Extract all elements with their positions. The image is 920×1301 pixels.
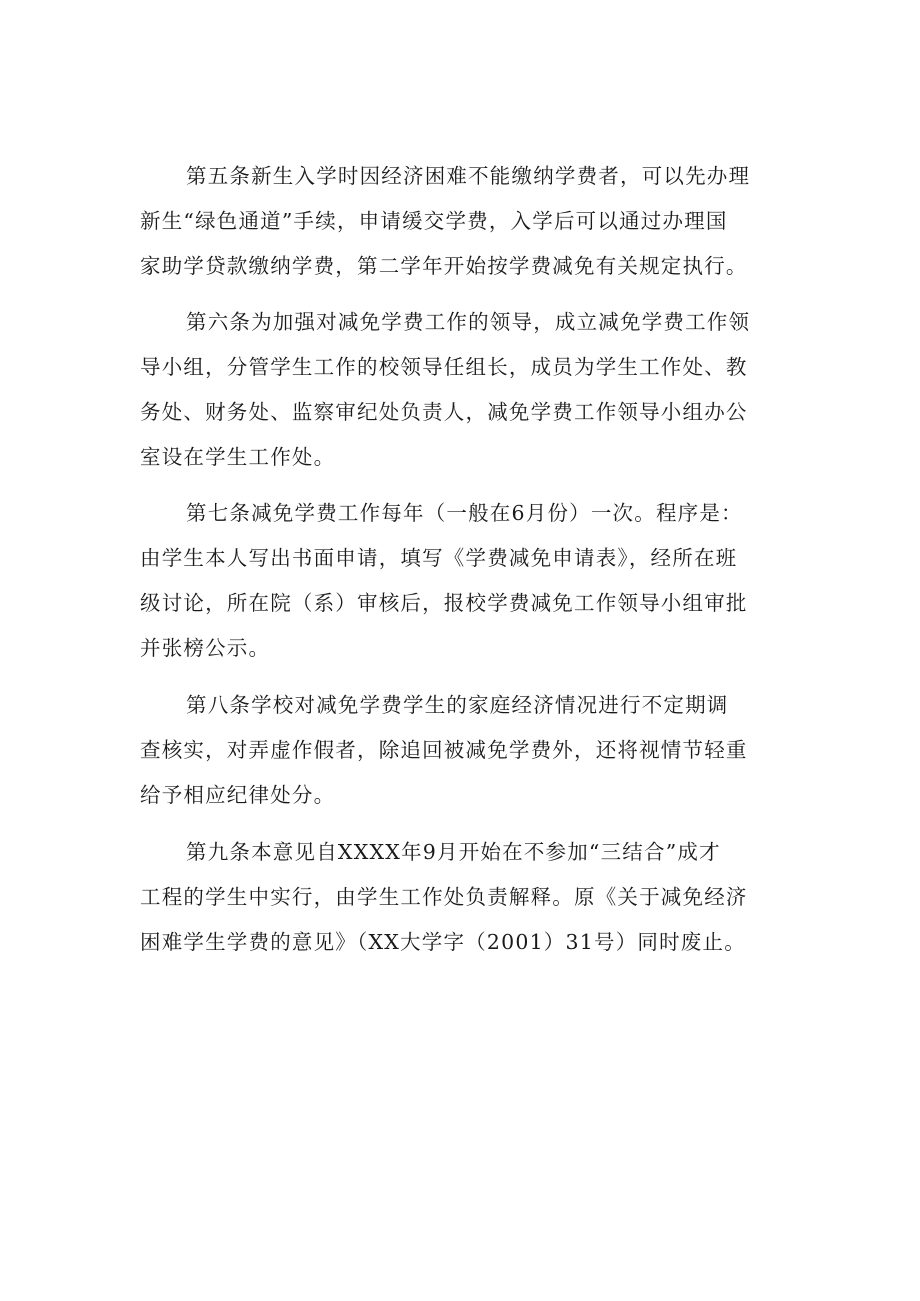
article-9-line-1: 第九条本意见自XXXX年9月开始在不参加“三结合”成才: [186, 840, 721, 864]
article-9-paragraph: [140, 830, 800, 965]
article-6-line-4: 室设在学生工作处。: [140, 445, 336, 469]
article-8-line-1: 第八条学校对减免学费学生的家庭经济情况进行不定期调: [186, 693, 729, 717]
article-7-line-1: 第七条减免学费工作每年（一般在6月份）一次。程序是：: [186, 501, 743, 525]
article-5-line-1: 第五条新生入学时因经济困难不能缴纳学费者，可以先办理: [186, 164, 751, 188]
article-6-line-2: 导小组，分管学生工作的校领导任组长，成员为学生工作处、教: [140, 355, 748, 379]
article-6-paragraph: [140, 300, 800, 480]
article-7-line-3: 级讨论，所在院（系）审核后，报校学费减免工作领导小组审批: [140, 591, 748, 615]
article-8-line-3: 给予相应纪律处分。: [140, 783, 336, 807]
article-5-line-2: 新生“绿色通道”手续，申请缓交学费，入学后可以通过办理国: [140, 209, 728, 233]
article-6-line-1: 第六条为加强对减免学费工作的领导，成立减免学费工作领: [186, 310, 751, 334]
article-6-line-3: 务处、财务处、监察审纪处负责人，减免学费工作领导小组办公: [140, 400, 748, 424]
article-7-line-4: 并张榜公示。: [140, 636, 271, 660]
article-5-paragraph: [140, 154, 800, 289]
article-8-line-2: 查核实，对弄虚作假者，除追回被减免学费外，还将视情节轻重: [140, 738, 748, 762]
article-7-paragraph: [140, 491, 800, 671]
article-9-line-3: 困难学生学费的意见》（XX大学字（2001）31号）同时废止。: [140, 930, 746, 954]
article-7-line-2: 由学生本人写出书面申请，填写《学费减免申请表》，经所在班: [140, 546, 738, 570]
article-8-paragraph: [140, 683, 800, 818]
article-9-line-2: 工程的学生中实行，由学生工作处负责解释。原《关于减免经济: [140, 885, 748, 909]
article-5-line-3: 家助学贷款缴纳学费，第二学年开始按学费减免有关规定执行。: [140, 254, 748, 278]
